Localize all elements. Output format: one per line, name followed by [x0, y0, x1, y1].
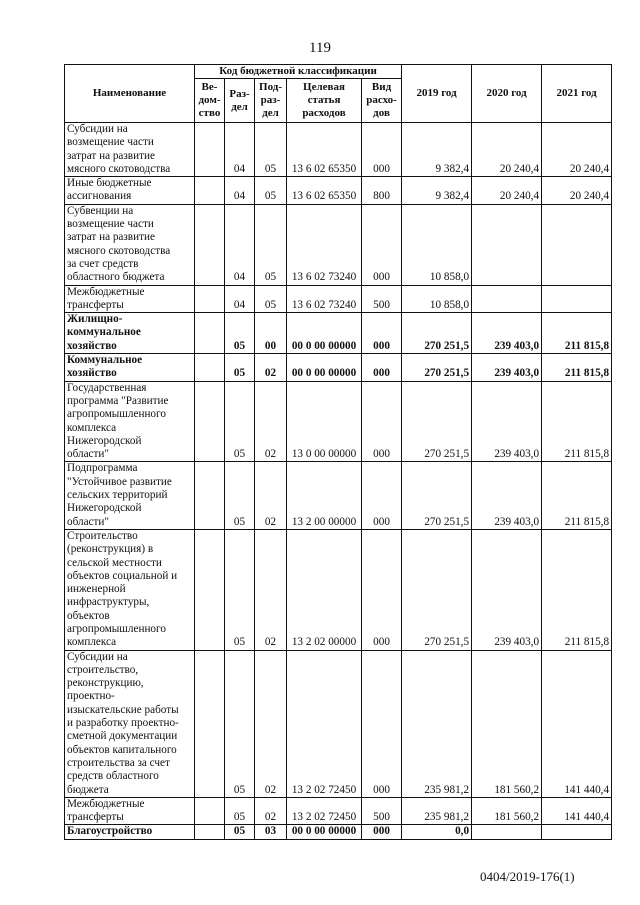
row-razdel: 05: [225, 797, 255, 825]
table-row: [65, 177, 612, 205]
table-row: [65, 529, 612, 650]
row-vid: 500: [362, 285, 402, 313]
row-vid: 000: [362, 529, 402, 650]
row-vedomstvo: [195, 462, 225, 529]
header-vid: Вид расхо- дов: [362, 79, 402, 123]
row-target: 00 0 00 00000: [287, 354, 362, 382]
row-podrazdel: 02: [255, 354, 287, 382]
row-2021: 211 815,8: [542, 354, 612, 382]
row-vedomstvo: [195, 381, 225, 462]
row-2021: 211 815,8: [542, 381, 612, 462]
row-target: 00 0 00 00000: [287, 313, 362, 354]
row-vedomstvo: [195, 797, 225, 825]
row-2019: 270 251,5: [402, 313, 472, 354]
page-number: 119: [309, 40, 331, 56]
document-code: 0404/2019-176(1): [480, 869, 575, 884]
row-vid: 000: [362, 123, 402, 177]
row-podrazdel: 00: [255, 313, 287, 354]
row-2021: 211 815,8: [542, 529, 612, 650]
row-2020: 239 403,0: [472, 529, 542, 650]
row-podrazdel: 05: [255, 285, 287, 313]
table-row: [65, 381, 612, 462]
row-name: Субвенции на возмещение части затрат на развитие мясного скотоводства за счет средств областного бюджета: [65, 204, 195, 285]
row-name: Жилищно- коммунальное хозяйство: [65, 313, 195, 354]
row-2020: [472, 825, 542, 839]
row-vedomstvo: [195, 313, 225, 354]
row-razdel: 05: [225, 462, 255, 529]
row-target: 13 2 02 72450: [287, 797, 362, 825]
table-row: [65, 797, 612, 825]
row-podrazdel: 03: [255, 825, 287, 839]
header-razdel: Раз- дел: [225, 79, 255, 123]
row-vid: 000: [362, 650, 402, 797]
row-vedomstvo: [195, 177, 225, 205]
row-name: Иные бюджетные ассигнования: [65, 177, 195, 205]
row-razdel: 04: [225, 204, 255, 285]
row-vid: 000: [362, 381, 402, 462]
row-2021: [542, 825, 612, 839]
header-budget-code: Код бюджетной классификации: [195, 65, 402, 79]
header-2021: 2021 год: [542, 65, 612, 123]
row-podrazdel: 02: [255, 797, 287, 825]
row-target: 13 2 02 00000: [287, 529, 362, 650]
row-2020: 239 403,0: [472, 381, 542, 462]
row-2021: [542, 204, 612, 285]
row-podrazdel: 02: [255, 462, 287, 529]
row-2021: 20 240,4: [542, 177, 612, 205]
row-name: Межбюджетные трансферты: [65, 285, 195, 313]
row-2020: 239 403,0: [472, 462, 542, 529]
row-2019: 235 981,2: [402, 650, 472, 797]
row-2020: 20 240,4: [472, 123, 542, 177]
row-razdel: 05: [225, 313, 255, 354]
row-name: Благоустройство: [65, 825, 195, 839]
row-2021: 141 440,4: [542, 797, 612, 825]
row-razdel: 05: [225, 650, 255, 797]
table-row: [65, 123, 612, 177]
row-vid: 000: [362, 204, 402, 285]
row-podrazdel: 05: [255, 123, 287, 177]
row-vid: 000: [362, 354, 402, 382]
row-podrazdel: 02: [255, 381, 287, 462]
row-name: Субсидии на строительство, реконструкцию, проектно- изыскательские работы и разработку проектно- сметной документации объектов капитального строительства за счет средств областного бюджета: [65, 650, 195, 797]
row-2019: 0,0: [402, 825, 472, 839]
row-2019: 9 382,4: [402, 123, 472, 177]
table-row: [65, 354, 612, 382]
row-razdel: 04: [225, 123, 255, 177]
row-2021: 211 815,8: [542, 313, 612, 354]
row-podrazdel: 02: [255, 529, 287, 650]
row-vedomstvo: [195, 285, 225, 313]
row-target: 13 2 02 72450: [287, 650, 362, 797]
table-row: [65, 204, 612, 285]
row-podrazdel: 05: [255, 204, 287, 285]
row-target: 13 6 02 73240: [287, 204, 362, 285]
row-vid: 000: [362, 825, 402, 839]
row-2020: 239 403,0: [472, 354, 542, 382]
row-2019: 270 251,5: [402, 462, 472, 529]
row-vedomstvo: [195, 204, 225, 285]
row-name: Межбюджетные трансферты: [65, 797, 195, 825]
header-name: Наименование: [65, 65, 195, 123]
row-2021: [542, 285, 612, 313]
row-2021: 211 815,8: [542, 462, 612, 529]
row-vid: 000: [362, 313, 402, 354]
row-name: Коммунальное хозяйство: [65, 354, 195, 382]
row-razdel: 05: [225, 354, 255, 382]
row-2019: 270 251,5: [402, 381, 472, 462]
row-target: 13 2 00 00000: [287, 462, 362, 529]
row-target: 13 6 02 73240: [287, 285, 362, 313]
row-2020: 239 403,0: [472, 313, 542, 354]
header-2019: 2019 год: [402, 65, 472, 123]
row-vid: 800: [362, 177, 402, 205]
row-2019: 235 981,2: [402, 797, 472, 825]
row-name: Субсидии на возмещение части затрат на развитие мясного скотоводства: [65, 123, 195, 177]
row-2019: 270 251,5: [402, 354, 472, 382]
table-body: [65, 123, 612, 840]
row-name: Строительство (реконструкция) в сельской местности объектов социальной и инженерной инфраструктуры, объектов агропромышленного комплекса: [65, 529, 195, 650]
row-2019: 10 858,0: [402, 204, 472, 285]
row-razdel: 05: [225, 825, 255, 839]
row-2020: 20 240,4: [472, 177, 542, 205]
row-name: Государственная программа "Развитие агропромышленного комплекса Нижегородской области": [65, 381, 195, 462]
row-2020: 181 560,2: [472, 797, 542, 825]
row-razdel: 05: [225, 529, 255, 650]
row-2019: 270 251,5: [402, 529, 472, 650]
row-vedomstvo: [195, 123, 225, 177]
row-name: Подпрограмма "Устойчивое развитие сельских территорий Нижегородской области": [65, 462, 195, 529]
budget-table: [64, 64, 612, 840]
row-razdel: 04: [225, 177, 255, 205]
table-header: [65, 65, 612, 123]
row-target: 13 0 00 00000: [287, 381, 362, 462]
row-vedomstvo: [195, 354, 225, 382]
row-podrazdel: 02: [255, 650, 287, 797]
row-2021: 141 440,4: [542, 650, 612, 797]
table-row: [65, 313, 612, 354]
row-vedomstvo: [195, 650, 225, 797]
row-target: 00 0 00 00000: [287, 825, 362, 839]
row-vedomstvo: [195, 825, 225, 839]
row-2020: 181 560,2: [472, 650, 542, 797]
row-vid: 500: [362, 797, 402, 825]
table-row: [65, 825, 612, 839]
table-row: [65, 462, 612, 529]
row-vid: 000: [362, 462, 402, 529]
table-row: [65, 650, 612, 797]
table-row: [65, 285, 612, 313]
header-2020: 2020 год: [472, 65, 542, 123]
row-razdel: 04: [225, 285, 255, 313]
header-vedomstvo: Ве- дом- ство: [195, 79, 225, 123]
row-2019: 9 382,4: [402, 177, 472, 205]
row-2019: 10 858,0: [402, 285, 472, 313]
row-podrazdel: 05: [255, 177, 287, 205]
row-2021: 20 240,4: [542, 123, 612, 177]
row-razdel: 05: [225, 381, 255, 462]
header-podrazdel: Под- раз- дел: [255, 79, 287, 123]
row-target: 13 6 02 65350: [287, 177, 362, 205]
row-2020: [472, 285, 542, 313]
row-2020: [472, 204, 542, 285]
row-vedomstvo: [195, 529, 225, 650]
header-target: Целевая статья расходов: [287, 79, 362, 123]
row-target: 13 6 02 65350: [287, 123, 362, 177]
